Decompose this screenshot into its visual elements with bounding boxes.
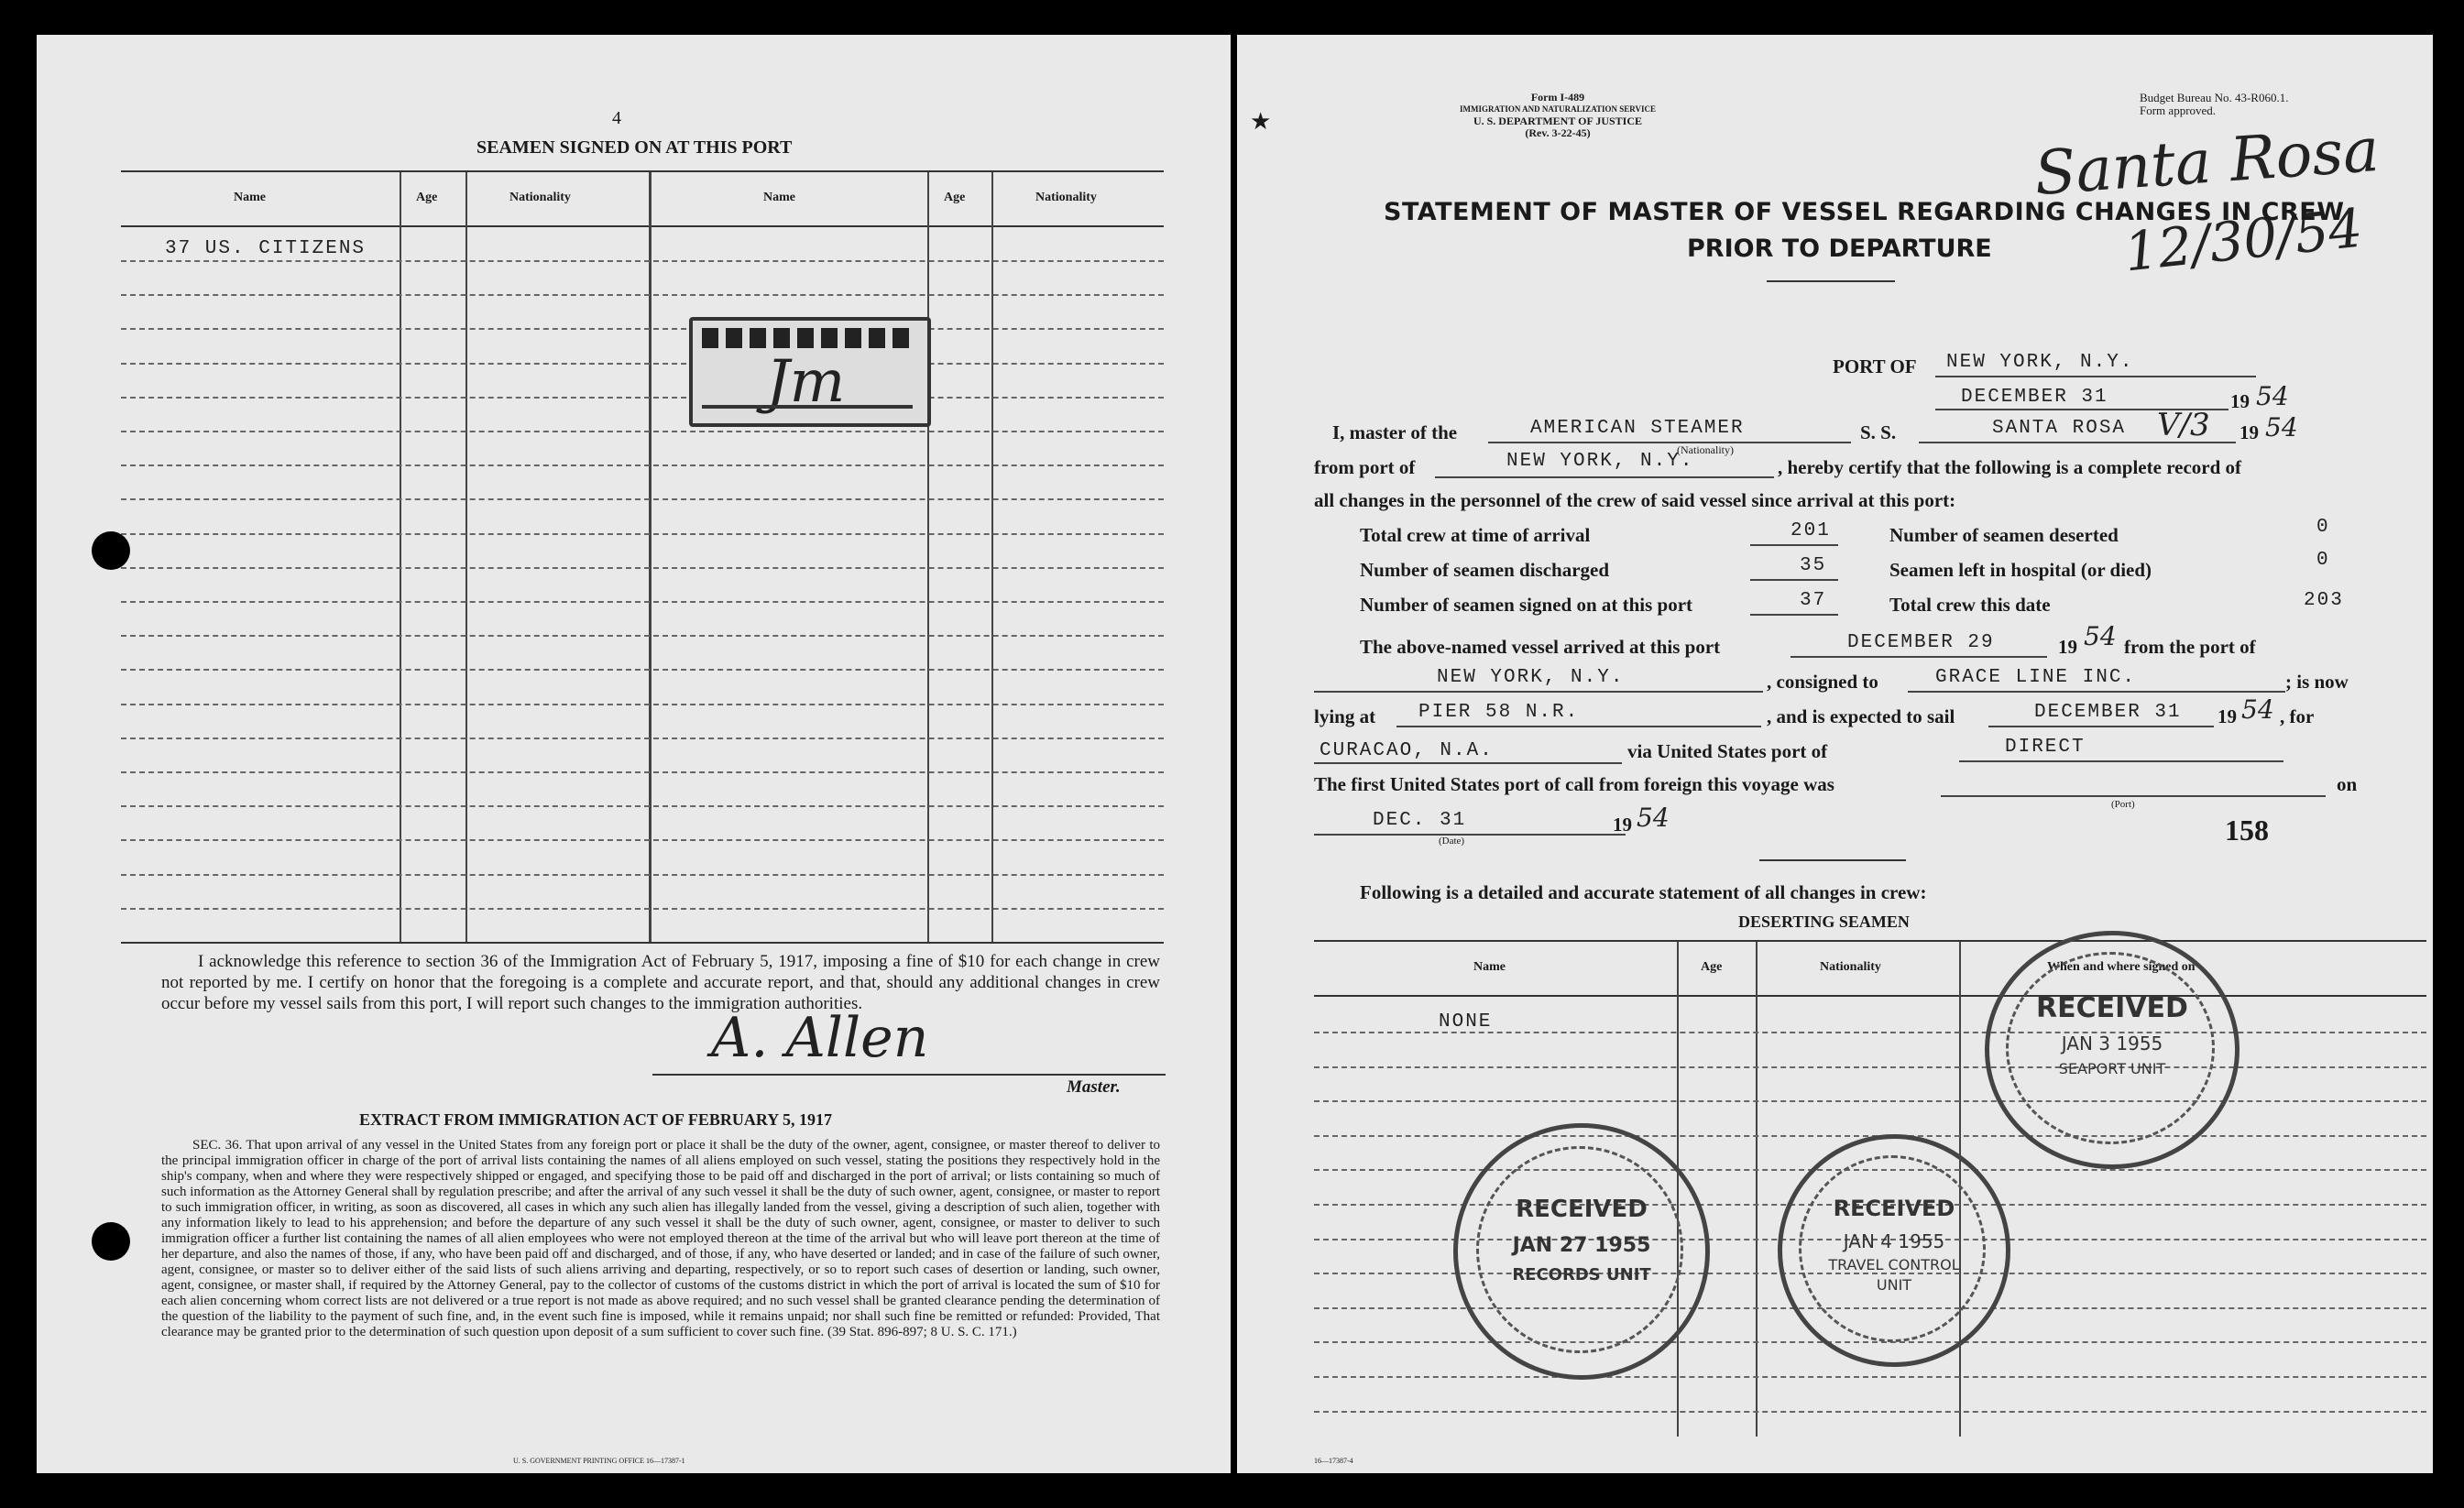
- table-row-rule: [1314, 1100, 2426, 1102]
- table-row-rule: [121, 738, 1164, 739]
- serial-number: 158: [2225, 814, 2269, 847]
- col-header-name: Name: [763, 191, 795, 204]
- table-row-rule: [121, 771, 1164, 773]
- ship-line: [1919, 442, 2236, 443]
- sail-line: [1988, 726, 2214, 727]
- star-mark: ★: [1250, 108, 1272, 135]
- ship-annotation: V/3: [2157, 407, 2210, 443]
- call-year: 54: [1637, 803, 1670, 833]
- origin-port: NEW YORK, N.Y.: [1437, 667, 1625, 688]
- table-top-rule: [121, 170, 1164, 172]
- table-row-rule: [121, 567, 1164, 569]
- from-the-port-label: from the port of: [2124, 636, 2256, 658]
- year-value-2: 54: [2265, 412, 2298, 443]
- table-row-rule: [121, 704, 1164, 705]
- extract-title: EXTRACT FROM IMMIGRATION ACT OF FEBRUARY 5, 1917: [359, 1110, 833, 1129]
- initials-stamp: [689, 317, 931, 427]
- table-row-rule: [121, 397, 1164, 399]
- from-port-label: from port of: [1314, 456, 1416, 478]
- nationality-hint: (Nationality): [1677, 443, 1734, 456]
- table-title: SEAMEN SIGNED ON AT THIS PORT: [476, 137, 793, 158]
- consignee-line: [1908, 691, 2285, 693]
- handwritten-date: 12/30/54: [2121, 196, 2366, 284]
- col-divider: [400, 172, 401, 942]
- form-title: STATEMENT OF MASTER OF VESSEL REGARDING CHANGES IN CREW: [1384, 198, 2345, 226]
- certify-text: , hereby certify that the following is a complete record of: [1778, 456, 2242, 478]
- expected-label: , and is expected to sail: [1767, 705, 1955, 727]
- received-stamp-seaport: [1985, 931, 2240, 1169]
- nationality-value: AMERICAN STEAMER: [1530, 418, 1745, 439]
- signature-line: [652, 1074, 1166, 1076]
- stat-discharged-label: Number of seamen discharged: [1360, 559, 1610, 581]
- via-value: DIRECT: [2005, 737, 2086, 758]
- destination-line: [1314, 762, 1622, 764]
- arrived-date: DECEMBER 29: [1847, 632, 1995, 653]
- budget-number: Budget Bureau No. 43-R060.1.: [2140, 91, 2289, 104]
- table-row-rule: [1314, 1411, 2426, 1413]
- statement-date: DECEMBER 31: [1961, 387, 2108, 408]
- stat-line: [1750, 544, 1838, 546]
- received-stamp-travel-control: [1778, 1134, 2010, 1367]
- stamp-date: JAN 3 1955: [2061, 1033, 2163, 1055]
- from-port-line: [1435, 476, 1774, 478]
- col-header-age: Age: [944, 191, 966, 204]
- form-number: Form I-489: [1530, 91, 1585, 104]
- sail-date: DECEMBER 31: [2034, 702, 2182, 723]
- received-stamp-records: [1453, 1123, 1710, 1380]
- via-label: via United States port of: [1627, 740, 1828, 762]
- lying-line: [1396, 726, 1761, 727]
- stamp-unit-2: UNIT: [1876, 1276, 1912, 1294]
- acknowledgment: I acknowledge this reference to section 36 of the Immigration Act of February 5, 1917, imposing a fine of $10 for each change in crew not reported by me. I certify on honor that the foregoing is a complete and accurate report, and that, should any additional changes in crew occur before my vessel sails from this port, I will report such changes to the immigration authorities.: [161, 952, 1160, 1013]
- lying-at-value: PIER 58 N.R.: [1418, 702, 1580, 723]
- port-of-label: PORT OF: [1833, 355, 1917, 377]
- arrived-year: 54: [2084, 621, 2117, 651]
- table-row-rule: [121, 328, 1164, 330]
- is-now-label: ; is now: [2285, 671, 2349, 693]
- form-header: [1411, 92, 1704, 139]
- stamp-received: RECEIVED: [1516, 1196, 1648, 1223]
- department-name: U. S. DEPARTMENT OF JUSTICE: [1473, 115, 1643, 127]
- page-number: 4: [612, 108, 621, 128]
- punch-hole: [92, 1222, 130, 1261]
- col-header-nationality: Nationality: [509, 191, 571, 204]
- master-signature: A. Allen: [711, 1006, 929, 1070]
- form-subtitle: PRIOR TO DEPARTURE: [1687, 235, 1992, 263]
- table-row-rule: [121, 363, 1164, 365]
- stamp-received: RECEIVED: [2036, 992, 2188, 1024]
- stat-total-arrival-label: Total crew at time of arrival: [1360, 524, 1591, 546]
- deserting-entry: NONE: [1439, 1011, 1493, 1033]
- deserting-col-age: Age: [1701, 960, 1723, 974]
- budget-box: [2140, 92, 2288, 117]
- table-row-rule: [121, 635, 1164, 637]
- right-page: [1237, 35, 2433, 1473]
- table-row-rule: [121, 908, 1164, 910]
- year-prefix-2: 19: [2240, 421, 2259, 443]
- col-header-age: Age: [416, 191, 438, 204]
- sail-year-prefix: 19: [2218, 705, 2237, 727]
- call-date-line: [1314, 834, 1626, 836]
- first-port-label: The first United States port of call from foreign this voyage was: [1314, 773, 1834, 795]
- arrived-line: [1791, 656, 2047, 658]
- handwritten-ship-name: Santa Rosa: [2031, 114, 2382, 210]
- sail-year: 54: [2241, 694, 2274, 725]
- col-header-name: Name: [234, 191, 266, 204]
- table-row-rule: [121, 294, 1164, 296]
- stat-hospital-value: 0: [2316, 550, 2330, 571]
- year-prefix: 19: [2230, 390, 2250, 412]
- stat-deserted-value: 0: [2316, 517, 2330, 538]
- destination: CURACAO, N.A.: [1320, 740, 1494, 761]
- deserting-col-name: Name: [1473, 960, 1506, 974]
- port-of-value: NEW YORK, N.Y.: [1946, 352, 2134, 373]
- first-port-line: [1941, 795, 2326, 797]
- col-divider: [465, 172, 467, 942]
- port-hint: (Port): [2111, 799, 2135, 810]
- port-line: [1935, 376, 2256, 377]
- stat-signed-on-label: Number of seamen signed on at this port: [1360, 594, 1693, 616]
- deserting-header-rule: [1314, 995, 2426, 997]
- stamp-date: JAN 27 1955: [1512, 1234, 1651, 1257]
- table-bottom-rule: [121, 942, 1164, 944]
- arrived-year-prefix: 19: [2058, 636, 2077, 658]
- table-row-rule: [121, 498, 1164, 500]
- stat-total-date-value: 203: [2304, 590, 2344, 611]
- stamp-bars: [702, 328, 913, 348]
- deserting-col-signed-on: When and where signed on: [2047, 960, 2196, 974]
- all-changes-text: all changes in the personnel of the crew of said vessel since arrival at this port:: [1314, 489, 1956, 511]
- stamp-received: RECEIVED: [1833, 1196, 1955, 1221]
- origin-line: [1314, 691, 1763, 693]
- col-divider: [927, 172, 929, 942]
- title-underline: [1767, 280, 1895, 282]
- table-row-rule: [121, 464, 1164, 466]
- consignee: GRACE LINE INC.: [1935, 667, 2137, 688]
- punch-hole: [92, 531, 130, 570]
- section-divider: [1759, 859, 1906, 861]
- extract-text: SEC. 36. That upon arrival of any vessel in the United States from any foreign port or place it shall be the duty of the owner, agent, consignee, or master thereof to deliver to the principal immigration officer in charge of the port of arrival lists containing the names of all aliens employed on such vessel, stating the positions they respectively hold in the ship's company, when and where they were respectively shipped or engaged, and specifying those to be paid off and discharged in the port of arrival; or lists containing so much of such information as the Attorney General shall by regulation prescribe; and after the arrival of any such vessel it shall be the duty of such owner, agent, consignee, or master to report to such immigration officer, in writing, as soon as discovered, all cases in which any such alien has illegally landed from the vessel, giving a description of such alien, together with any information likely to lead to his apprehension; and before the departure of any such vessel it shall be the duty of such owner, agent, consignee, or master to deliver to such immigration officer a further list containing the names of all alien employees who were not employed thereon at the time of the arrival but who will leave port thereon at the time of her departure, and also the names of those, if any, who have been paid off and discharged, and of those, if any, who have deserted or landed; and in case of the failure of such owner, agent, consignee, or master so to deliver either of the said lists of such aliens arriving and departing, respectively, or so to report such cases of desertion or landing, such owner, agent, consignee, or master shall, if required by the Attorney General, pay to the collector of customs of the customs district in which the port of arrival is located the sum of $10 for each alien concerning whom correct lists are not delivered or a true report is not made as above required; and no such vessel shall be granted clearance pending the determination of the question of the liability to the payment of such fine, and, in the event such fine is imposed, while it remains unpaid; nor shall such fine be remitted or refunded: Provided, That clearance may be granted prior to the determination of such question upon deposit of a sum sufficient to cover such fine. (39 Stat. 896-897; 8 U. S. C. 171.): [161, 1138, 1160, 1339]
- table-row-rule: [121, 839, 1164, 841]
- stat-line: [1750, 614, 1838, 616]
- agency-name: IMMIGRATION AND NATURALIZATION SERVICE: [1460, 104, 1656, 114]
- stat-line: [1750, 579, 1838, 581]
- table-row-rule: [121, 260, 1164, 262]
- stat-deserted-label: Number of seamen deserted: [1889, 524, 2119, 546]
- following-text: Following is a detailed and accurate statement of all changes in crew:: [1360, 881, 1927, 903]
- stamp-rule: [702, 405, 913, 409]
- stat-hospital-label: Seamen left in hospital (or died): [1889, 559, 2152, 581]
- nationality-line: [1488, 442, 1851, 443]
- col-header-nationality: Nationality: [1035, 191, 1097, 204]
- left-page: [37, 35, 1231, 1473]
- col-divider: [649, 172, 652, 942]
- stat-total-date-label: Total crew this date: [1889, 594, 2051, 616]
- table-row-rule: [121, 669, 1164, 671]
- lying-at-label: lying at: [1314, 705, 1376, 727]
- master-label: Master.: [1067, 1077, 1121, 1097]
- table-row-rule: [121, 533, 1164, 535]
- consigned-label: , consigned to: [1767, 671, 1878, 693]
- master-of-label: I, master of the: [1332, 421, 1458, 443]
- deserting-top-rule: [1314, 940, 2426, 942]
- year-value: 54: [2256, 381, 2289, 411]
- revision: (Rev. 3-22-45): [1525, 126, 1591, 139]
- printer-line: U. S. GOVERNMENT PRINTING OFFICE 16—17387-1: [513, 1457, 685, 1465]
- stamp-date: JAN 4 1955: [1843, 1230, 1945, 1252]
- ship-name: SANTA ROSA: [1992, 418, 2127, 439]
- table-header-rule: [121, 225, 1164, 227]
- first-entry: 37 US. CITIZENS: [165, 238, 367, 259]
- via-line: [1959, 760, 2283, 762]
- call-date: DEC. 31: [1373, 810, 1467, 831]
- stamp-unit: RECORDS UNIT: [1512, 1265, 1651, 1284]
- stat-signed-on-value: 37: [1800, 590, 1827, 611]
- table-row-rule: [121, 805, 1164, 807]
- stat-discharged-value: 35: [1800, 555, 1827, 576]
- stamp-unit: TRAVEL CONTROL: [1828, 1256, 1960, 1273]
- printer-line: 16—17387-4: [1314, 1457, 1353, 1465]
- from-port-value: NEW YORK, N.Y.: [1506, 451, 1694, 472]
- date-hint: (Date): [1439, 836, 1465, 847]
- col-divider: [991, 172, 993, 942]
- table-row-rule: [121, 874, 1164, 876]
- col-divider: [1756, 942, 1758, 1437]
- call-year-prefix: 19: [1613, 814, 1632, 836]
- table-row-rule: [1314, 1066, 2426, 1068]
- arrived-label: The above-named vessel arrived at this port: [1360, 636, 1721, 658]
- form-approved: Form approved.: [2140, 104, 2217, 117]
- stamp-unit: SEAPORT UNIT: [2058, 1060, 2166, 1077]
- ss-label: S. S.: [1860, 421, 1897, 443]
- table-row-rule: [121, 431, 1164, 432]
- table-row-rule: [1314, 1376, 2426, 1378]
- on-label: on: [2337, 773, 2358, 795]
- stat-total-arrival-value: 201: [1791, 520, 1831, 541]
- deserting-col-nationality: Nationality: [1820, 960, 1881, 974]
- table-row-rule: [121, 601, 1164, 603]
- stamp-initials: Jm: [766, 348, 846, 416]
- for-label: , for: [2280, 705, 2315, 727]
- deserting-title: DESERTING SEAMEN: [1738, 912, 1910, 931]
